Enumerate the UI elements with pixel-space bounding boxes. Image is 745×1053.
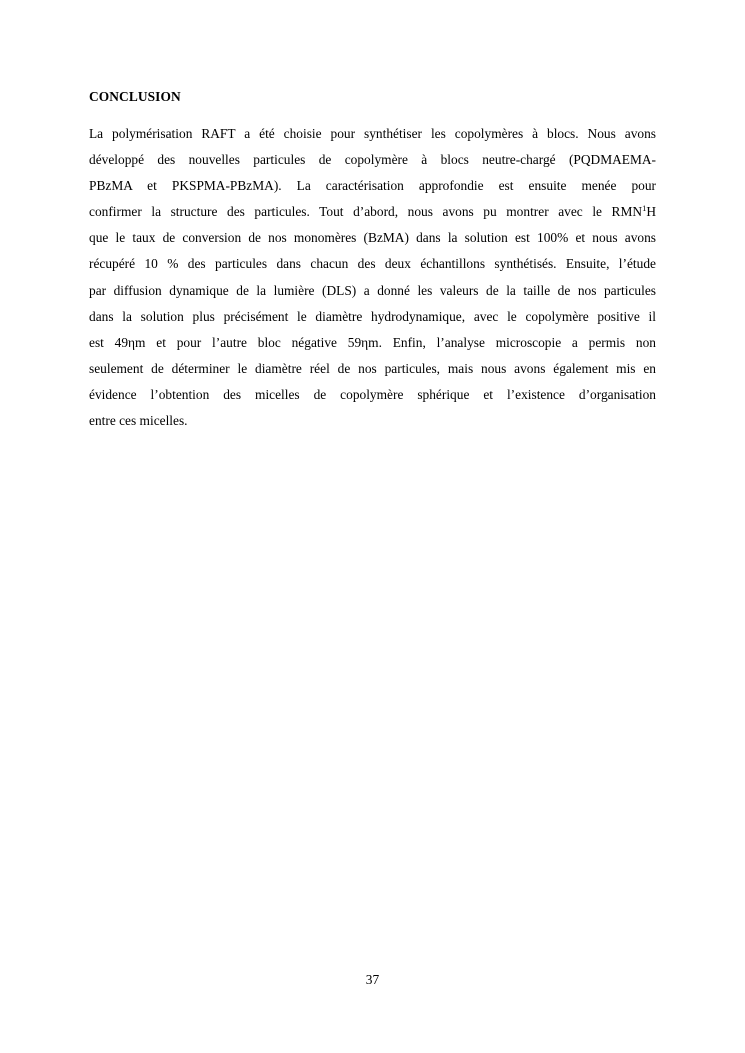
paragraph-line <box>89 330 656 356</box>
line-text: développé des nouvelles particules de copolymère à blocs neutre-chargé (PQDMAEMA- <box>89 152 656 168</box>
paragraph-line <box>89 225 656 251</box>
superscript: 1 <box>642 203 647 214</box>
line-text: confirmer la structure des particules. Tout d’abord, nous avons pu montrer avec le RMN <box>89 204 643 220</box>
conclusion-paragraph <box>89 121 656 434</box>
line-text: La polymérisation RAFT a été choisie pour synthétiser les copolymères à blocs. Nous avons <box>89 126 656 141</box>
section-heading: CONCLUSION <box>89 89 181 104</box>
page-number: 37 <box>365 972 380 987</box>
line-text: dans la solution plus précisément le diamètre hydrodynamique, avec le copolymère positive il <box>89 308 656 324</box>
paragraph-line <box>89 382 656 408</box>
paragraph-line <box>89 121 656 147</box>
paragraph-line <box>89 304 656 330</box>
paragraph-line <box>89 251 656 277</box>
line-text: par diffusion dynamique de la lumière (DLS) a donné les valeurs de la taille de nos particules <box>89 282 656 298</box>
paragraph-line-last <box>89 408 656 434</box>
line-text-after: H <box>646 204 656 220</box>
line-text: que le taux de conversion de nos monomères (BzMA) dans la solution est 100% et nous avons <box>89 230 656 246</box>
line-text: est 49ηm et pour l’autre bloc négative 59ηm. Enfin, l’analyse microscopie a permis non <box>89 334 656 350</box>
paragraph-line <box>89 173 656 199</box>
paragraph-line <box>89 147 656 173</box>
paragraph-line <box>89 278 656 304</box>
paragraph-line <box>89 199 656 225</box>
line-text: seulement de déterminer le diamètre réel de nos particules, mais nous avons également mis en <box>89 360 656 376</box>
paragraph-line <box>89 356 656 382</box>
line-text: PBzMA et PKSPMA-PBzMA). La caractérisation approfondie est ensuite menée pour <box>89 178 656 194</box>
line-text: récupéré 10 % des particules dans chacun des deux échantillons synthétisés. Ensuite, l’étude <box>89 256 656 272</box>
line-text: évidence l’obtention des micelles de copolymère sphérique et l’existence d’organisation <box>89 386 656 402</box>
line-text: entre ces micelles. <box>89 413 188 429</box>
